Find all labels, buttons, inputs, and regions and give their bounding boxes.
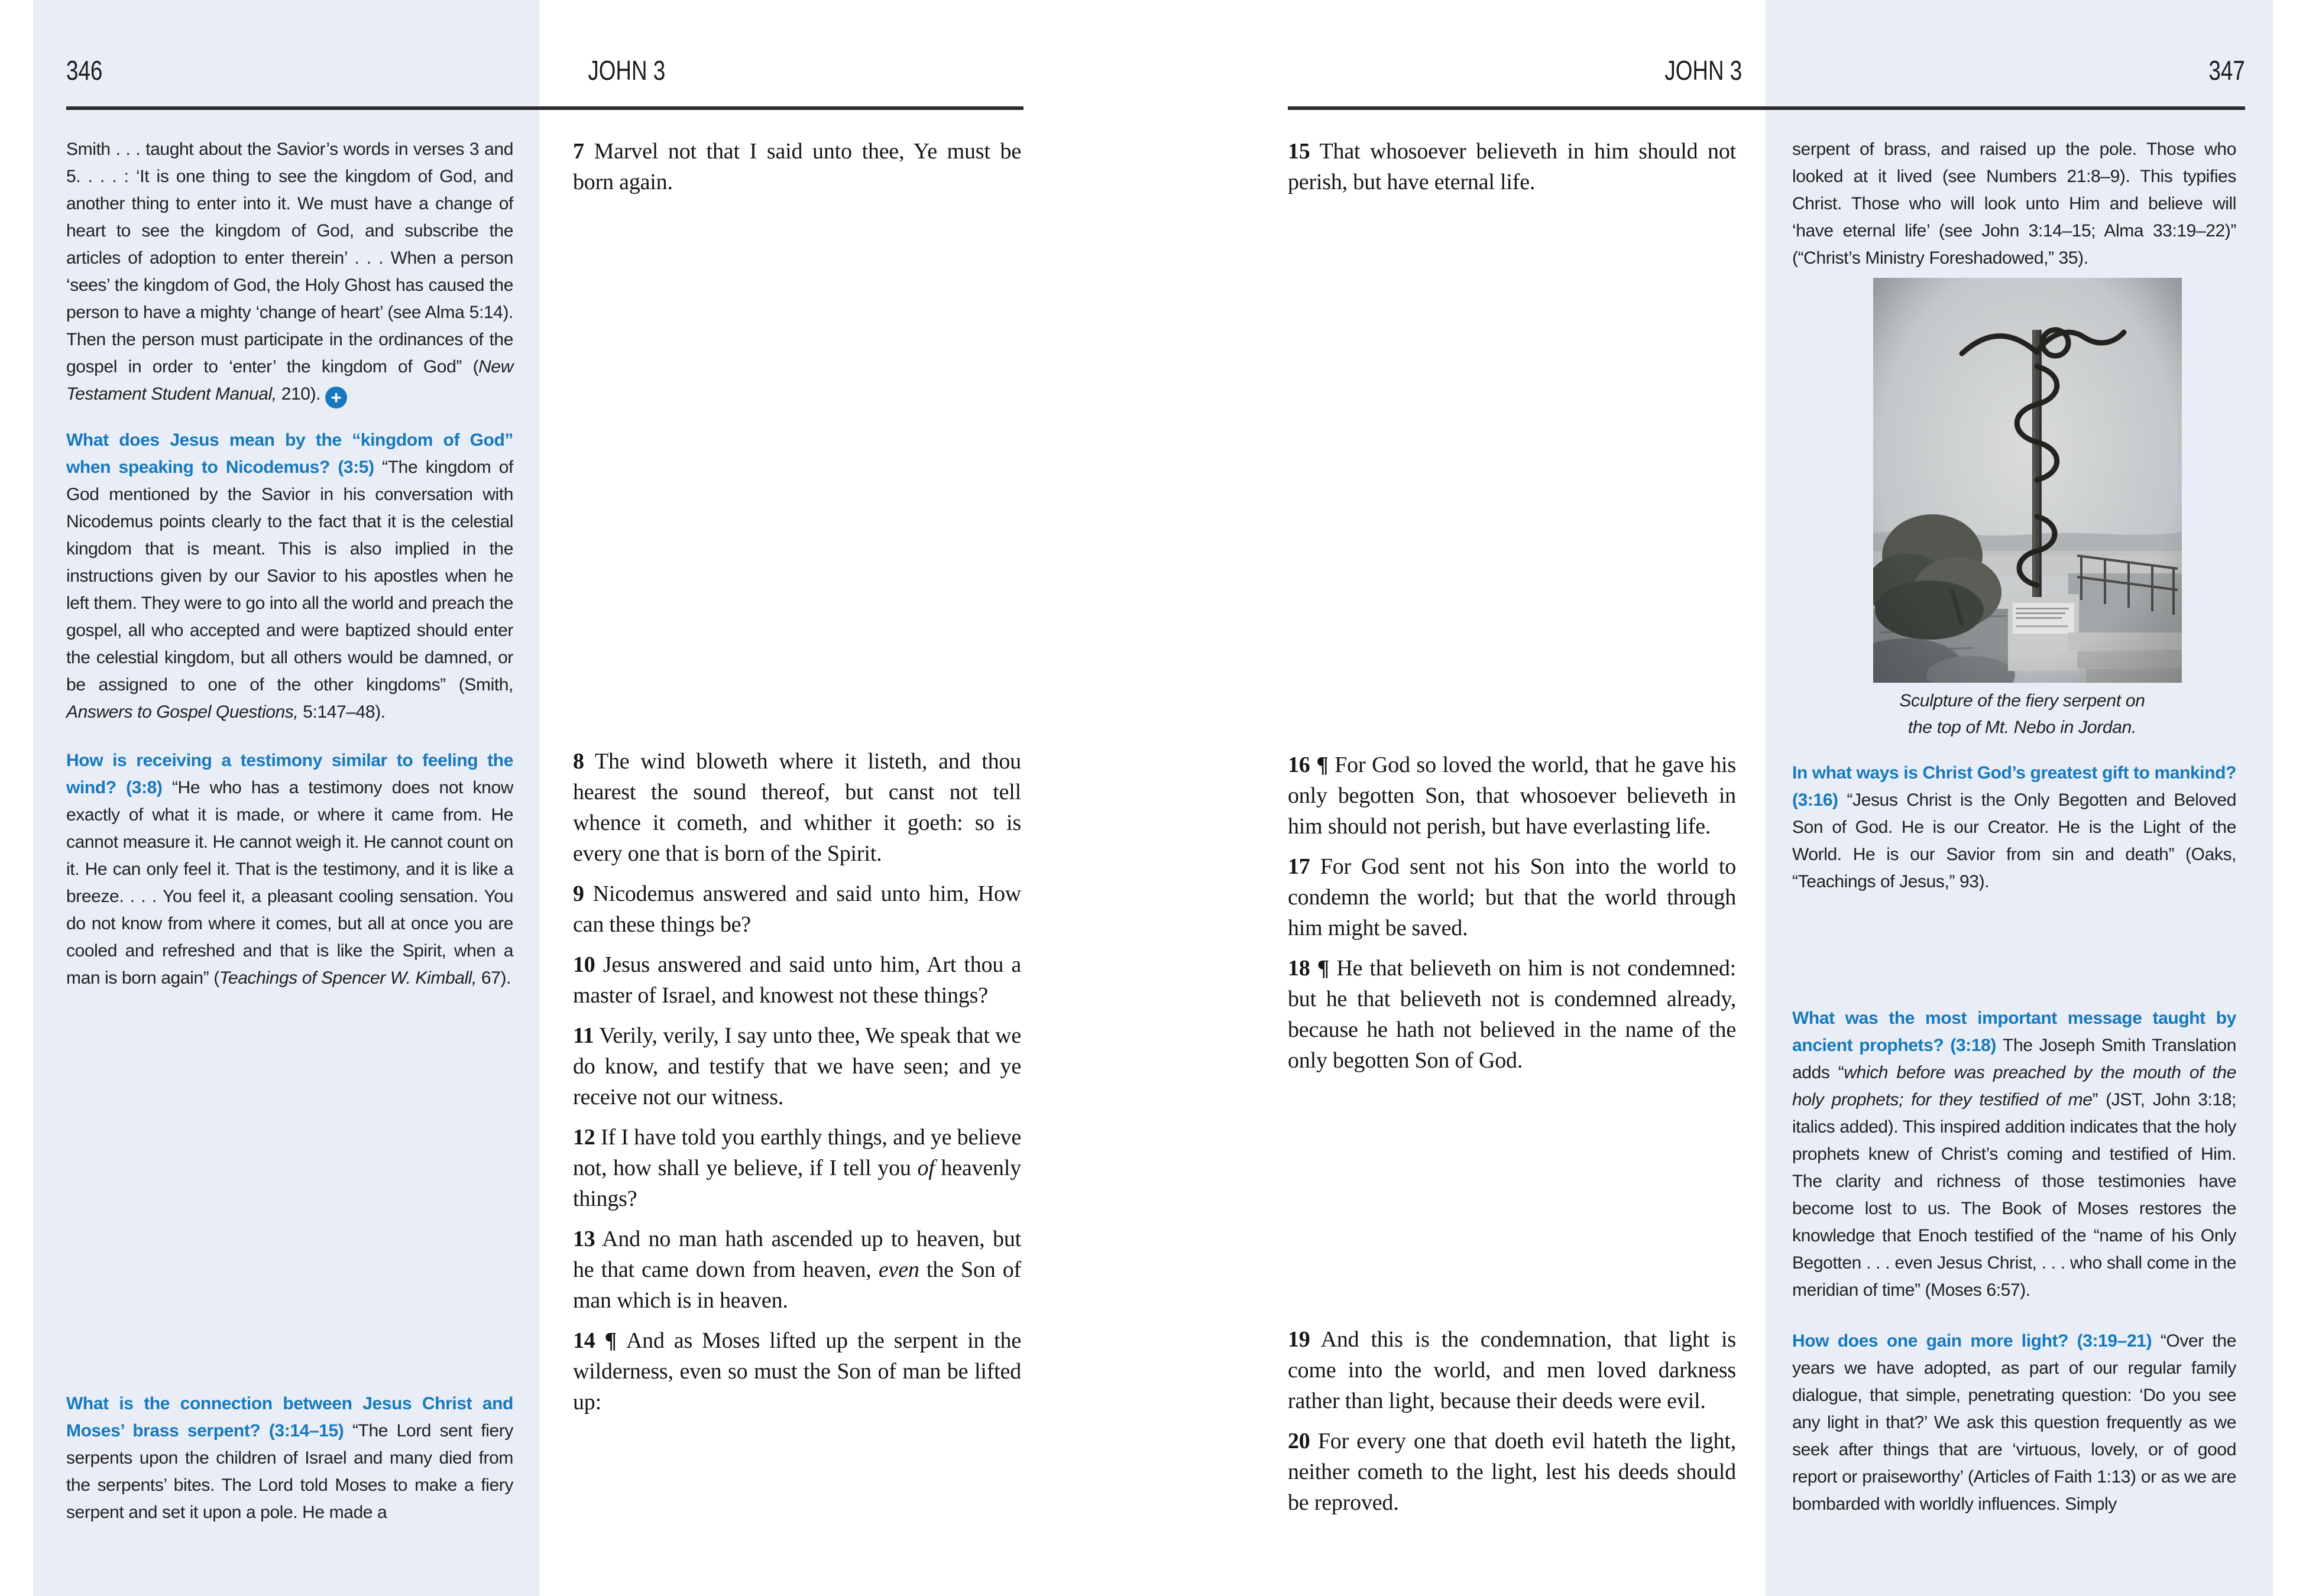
scripture-verse: 7 Marvel not that I said unto thee, Ye must be born again. (573, 139, 1021, 194)
scripture-verse: 9 Nicodemus answered and said unto him, How can these things be? (573, 881, 1021, 937)
scripture-verse: 16 ¶ For God so loved the world, that he gave his only begotten Son, that whosoever believeth in him should not perish, but have everlasting life. (1288, 752, 1737, 839)
header-rule-left (66, 106, 1024, 110)
scripture-column-left-main (573, 746, 1021, 1417)
commentary-paragraph-serpent-continuation: serpent of brass, and raised up the pole. Those who looked at it lived (see Numbers 21:8–9). This typifies Christ. Those who will look unto Him and believe will ‘have eternal life’ (see John 3:14–15; Alma 33:19–22)” (“Christ’s Ministry Foreshadowed,” 35). (1792, 140, 2236, 268)
page-number-left: 346 (66, 55, 103, 86)
scripture-column-right-top (1288, 136, 1736, 197)
scripture-verse: 20 For every one that doeth evil hateth the light, neither cometh to the light, lest his deeds should be reproved. (1288, 1429, 1736, 1515)
scripture-verse: 14 ¶ And as Moses lifted up the serpent in the wilderness, even so must the Son of man be lifted up: (573, 1328, 1021, 1415)
scripture-verse: 19 And this is the condemnation, that light is come into the world, and men loved darkness rather than light, because their deeds were evil. (1288, 1327, 1736, 1413)
scripture-verse: 10 Jesus answered and said unto him, Art thou a master of Israel, and knowest not these things? (573, 952, 1021, 1008)
scripture-verse: 12 If I have told you earthly things, and ye believe not, how shall ye believe, if I tell you of heavenly things? (573, 1125, 1022, 1211)
scripture-column-left-top (573, 136, 1021, 197)
commentary-paragraph-ancient-prophets: What was the most important message taught by ancient prophets? (3:18) The Joseph Smith Translation adds “which before was preached by the mouth of the holy prophets; for they testified of me” (JST, John 3:18; italics added). This inspired addition indicates that the holy prophets knew of Christ’s coming and testified of Him. The clarity and richness of those testimonies have become lost to us. The Book of Moses restores the knowledge that Enoch testified of the “name of his Only Begotten . . . even Jesus Christ, . . . who shall come in the meridian of time” (Moses 6:57). (1792, 1008, 2236, 1300)
expand-plus-icon[interactable]: + (325, 387, 347, 408)
commentary-paragraph-gain-more-light: How does one gain more light? (3:19–21) “Over the years we have adopted, as part of our regular family dialogue, that simple, penetrating question: ‘Do you see any light in that?’ We ask this question frequently as we seek after things that are ‘virtuous, lovely, or of good report or praiseworthy’ (Articles of Faith 1:13) or as we are bombarded with worldly influences. Simply (1792, 1331, 2236, 1514)
figure-caption: Sculpture of the fiery serpent on the top of Mt. Nebo in Jordan. (1899, 691, 2145, 737)
scripture-verse: 8 The wind bloweth where it listeth, and thou hearest the sound thereof, but canst not tell whence it cometh, and whither it goeth: so is every one that is born of the Spirit. (573, 749, 1021, 866)
scripture-verse: 18 ¶ He that believeth on him is not condemned: but he that believeth not is condemned already, because he hath not believed in the name of the only begotten Son of God. (1288, 956, 1736, 1073)
commentary-paragraph-testimony-wind: How is receiving a testimony similar to feeling the wind? (3:8) “He who has a testimony does not know exactly of what it is made, or where it came from. He cannot measure it. He cannot weigh it. He cannot count on it. He can only feel it. That is the testimony, and it is like a breeze. . . . You feel it, a pleasant cooling sensation. You do not know from where it comes, but all at once you are cooled and refreshed and that is like the Spirit, when a man is born again” (Teachings of Spencer W. Kimball, 67). (66, 751, 513, 988)
scripture-verse: 11 Verily, verily, I say unto thee, We speak that we do know, and testify that we have seen; and ye receive not our witness. (573, 1023, 1021, 1110)
scripture-column-right-mid (1288, 750, 1736, 1076)
commentary-paragraph-kingdom-of-god: What does Jesus mean by the “kingdom of God” when speaking to Nicodemus? (3:5) “The kingdom of God mentioned by the Savior in his conversation with Nicodemus points clearly to the fact that it is the celestial kingdom that is meant. This is also implied in the instructions given by our Savior to his apostles when he left them. They were to go into all the world and preach the gospel, all who accepted and were baptized should enter the celestial kingdom, but all others would be damned, or be assigned to one of the other kingdoms” (Smith, Answers to Gospel Questions, 5:147–48). (66, 430, 513, 722)
running-head-right: JOHN 3 (1664, 55, 1743, 86)
page-number-right: 347 (2208, 55, 2245, 86)
scripture-verse: 13 And no man hath ascended up to heaven, but he that came down from heaven, even the Son of man which is in heaven. (573, 1227, 1022, 1313)
scripture-verse: 15 That whosoever believeth in him should not perish, but have eternal life. (1288, 139, 1736, 194)
running-head-left: JOHN 3 (588, 55, 666, 86)
scripture-column-right-bottom (1288, 1324, 1736, 1518)
commentary-paragraph-smith-quote: Smith . . . taught about the Savior’s words in verses 3 and 5. . . . : ‘It is one thing to see the kingdom of God, and another thing to enter into it. We must have a change of heart to see the kingdom of God, and subscribe the articles of adoption to enter therein’ . . . When a person ‘sees’ the kingdom of God, the Holy Ghost has caused the person to have a mighty ‘change of heart’ (see Alma 5:14). Then the person must participate in the ordinances of the gospel in order to ‘enter’ the kingdom of God” (New Testament Student Manual, 210). + (66, 140, 513, 408)
serpent-sculpture-photo (1873, 278, 2182, 683)
scripture-verse: 17 For God sent not his Son into the world to condemn the world; but that the world through him might be saved. (1288, 854, 1736, 940)
commentary-paragraph-greatest-gift: In what ways is Christ God’s greatest gift to mankind? (3:16) “Jesus Christ is the Only Begotten and Beloved Son of God. He is our Creator. He is the Light of the World. He is our Savior from sin and death” (Oaks, “Teachings of Jesus,” 93). (1792, 763, 2236, 891)
header-rule-right (1288, 106, 2245, 110)
commentary-paragraph-brass-serpent: What is the connection between Jesus Christ and Moses’ brass serpent? (3:14–15) “The Lord sent fiery serpents upon the children of Israel and many died from the serpents’ bites. The Lord told Moses to make a fiery serpent and set it upon a pole. He made a (66, 1394, 513, 1522)
